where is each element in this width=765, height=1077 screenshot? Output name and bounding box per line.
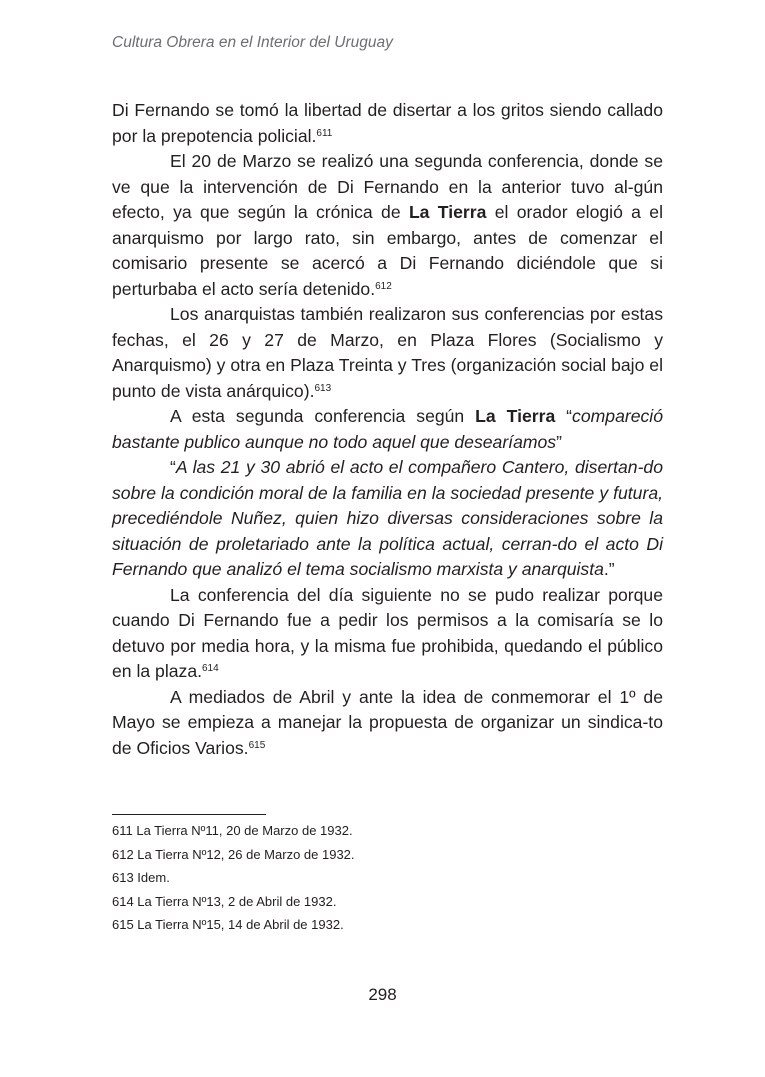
footnote: 614 La Tierra Nº13, 2 de Abril de 1932. [112,893,337,909]
paragraph-text: Di Fernando se tomó la libertad de disertar a los gritos siendo callado por la prepotencia policial. [112,100,663,146]
running-head: Cultura Obrera en el Interior del Uruguay [112,34,393,51]
paragraph-1 [112,98,663,149]
body-text [112,98,663,761]
quotation-text: A las 21 y 30 abrió el acto el compañero Cantero, disertan-do sobre la condición moral de la familia en la sociedad presente y futura, precediéndole Nuñez, quien hizo diversas consideraciones sobre la situación de proletariado ante la política actual, cerran-do el acto Di Fernando que analizó el tema socialismo marxista y anarquista [112,457,663,579]
paragraph-text: A mediados de Abril y ante la idea de conmemorar el 1º de Mayo se empieza a manejar la propuesta de organizar un sindica-to de Oficios Varios. [112,686,663,758]
paragraph-5 [112,455,663,583]
footnote-ref: 612 [375,280,392,292]
paragraph-7 [112,685,663,762]
footnote: 615 La Tierra Nº15, 14 de Abril de 1932. [112,917,344,932]
paragraph-text: A esta segunda conferencia según [170,406,476,426]
footnote-rule [112,814,266,815]
footnote-ref: 614 [202,663,219,674]
paragraph-2 [112,149,663,302]
quote-mark: “ [170,457,176,477]
footnote-ref: 611 [316,127,333,139]
page-number: 298 [368,985,397,1004]
footnote: 612 La Tierra Nº12, 26 de Marzo de 1932. [112,846,355,862]
quote-mark: .” [603,559,615,579]
newspaper-title: La Tierra [408,202,487,222]
paragraph-3 [112,302,663,404]
footnote: 613 Idem. [112,870,170,885]
paragraph-text: El 20 de Marzo se realizó una segunda conferencia, donde se ve que la intervención de Di Fernando en la anterior tuvo al-gún efecto, ya que según la crónica de [112,151,663,222]
paragraph-text: Los anarquistas también realizaron sus conferencias por estas fechas, el 26 y 27 de Marzo, en Plaza Flores (Socialismo y Anarquismo) y otra en Plaza Treinta y Tres (organización social bajo el punto de vista anárquico). [112,304,663,401]
paragraph-4 [112,404,663,455]
footnote-ref: 615 [248,739,266,751]
footnote-ref: 613 [314,382,332,394]
paragraph-6 [112,583,663,685]
footnotes [112,819,355,937]
paragraph-text: el orador elogió a el anarquismo por largo rato, sin embargo, antes de comenzar el comisario presente se acercó a Di Fernando diciéndole que si perturbaba el acto sería detenido. [112,202,663,299]
newspaper-title: La Tierra [475,406,556,426]
paragraph-text: La conferencia del día siguiente no se pudo realizar porque cuando Di Fernando fue a pedir los permisos a la comisaría se lo detuvo por media hora, y la misma fue prohibida, quedando el público en la plaza. [112,584,663,681]
quotation-text: compareció bastante publico aunque no todo aquel que desearíamos [112,406,663,452]
footnote: 611 La Tierra Nº11, 20 de Marzo de 1932. [112,823,353,838]
quote-mark: “ [555,406,573,426]
quote-mark: ” [556,431,562,452]
